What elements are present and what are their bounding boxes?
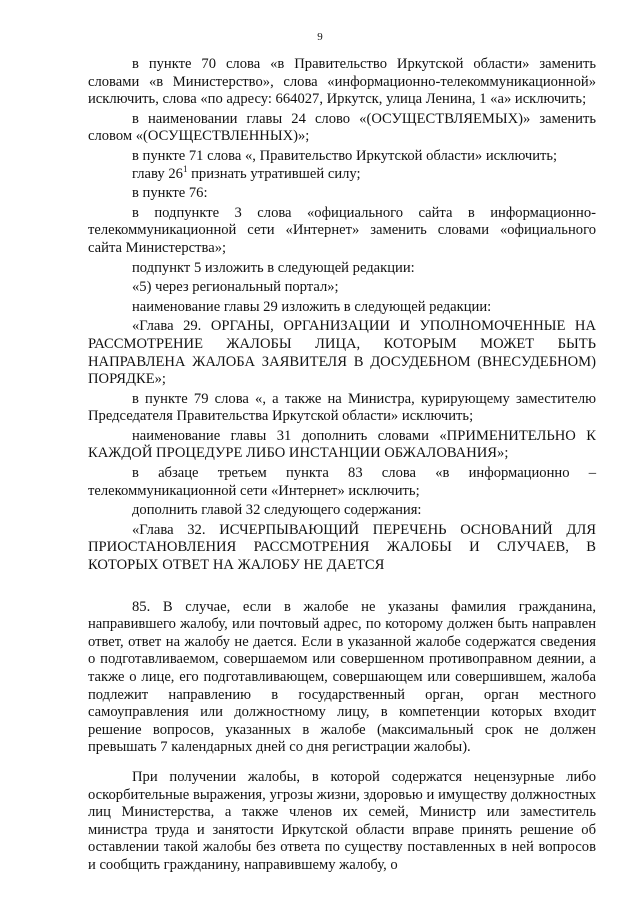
section-spacer [88, 577, 596, 599]
paragraph-regional-portal: «5) через региональный портал»; [132, 279, 339, 296]
paragraph-subitem-5: подпункт 5 изложить в следующей редакции: [132, 259, 415, 276]
paragraph-item-71: в пункте 71 слова «, Правительство Иркутской области» исключить; [132, 147, 558, 164]
paragraph-item-70: в пункте 70 слова «в Правительство Иркутской области» заменить словами «в Министерство», слова «информационно-телекоммуникационной» исключить, слова «по адресу: 664027, Иркутск, улица Ленина, 1 «а» исключить; [88, 56, 596, 108]
paragraph-subitem-3: в подпункте 3 слова «официального сайта в информационно-телекоммуникационной сети «Интернет» заменить словами «официального сайта Министерства»; [88, 204, 596, 256]
paragraph-chapter-32-title: «Глава 32. ИСЧЕРПЫВАЮЩИЙ ПЕРЕЧЕНЬ ОСНОВАНИЙ ДЛЯ ПРИОСТАНОВЛЕНИЯ РАССМОТРЕНИЯ ЖАЛОБЫ И СЛУЧАЕВ, В КОТОРЫХ ОТВЕТ НА ЖАЛОБУ НЕ ДАЕТСЯ [88, 521, 596, 574]
paragraph-item-85: 85. В случае, если в жалобе не указаны фамилия гражданина, направившего жалобу, или почтовый адрес, по которому должен быть направлен ответ, ответ на жалобу не дается. Если в указанной жалобе содержатся сведения о подготавливаемом, совершаемом или совершенном противоправном деянии, а также о лице, его подготавливающем, совершающем или совершившем, жалоба подлежит направлению в государственный орган, орган местного самоуправления или должностному лицу, в компетенции которых входит решение вопросов, указанных в жалобе (максимальный срок не должен превышать 7 календарных дней со дня регистрации жалобы). [88, 598, 596, 756]
document-body [88, 56, 596, 877]
chapter-26-prefix: главу 26 [132, 165, 183, 182]
chapter-26-superscript: 1 [182, 163, 188, 174]
paragraph-item-79: в пункте 79 слова «, а также на Министра, курирующему заместителю Председателя Правительства Иркутской области» исключить; [88, 390, 596, 425]
paragraph-chapter-26-1 [88, 163, 596, 184]
paragraph-item-83: в абзаце третьем пункта 83 слова «в информационно – телекоммуникационной сети «Интернет» исключить; [88, 465, 596, 499]
paragraph-item-76: в пункте 76: [132, 185, 208, 202]
paragraph-spacer [88, 759, 596, 769]
paragraph-chapter-24: в наименовании главы 24 слово «(ОСУЩЕСТВЛЯЕМЫХ)» заменить словом «(ОСУЩЕСТВЛЕННЫХ)»; [88, 110, 596, 145]
paragraph-chapter-29-title: «Глава 29. ОРГАНЫ, ОРГАНИЗАЦИИ И УПОЛНОМОЧЕННЫЕ НА РАССМОТРЕНИЕ ЖАЛОБЫ ЛИЦА, КОТОРЫМ МОЖЕТ БЫТЬ НАПРАВЛЕНА ЖАЛОБА ЗАЯВИТЕЛЯ В ДОСУДЕБНОМ (ВНЕСУДЕБНОМ) ПОРЯДКЕ»; [88, 318, 596, 388]
paragraph-chapter-32-intro: дополнить главой 32 следующего содержания: [132, 502, 422, 519]
paragraph-chapter-29-intro: наименование главы 29 изложить в следующей редакции: [132, 298, 492, 315]
page-number: 9 [317, 31, 323, 43]
paragraph-chapter-31: наименование главы 31 дополнить словами «ПРИМЕНИТЕЛЬНО К КАЖДОЙ ПРОЦЕДУРЕ ЛИБО ИНСТАНЦИИ ОБЖАЛОВАНИЯ»; [88, 427, 596, 462]
chapter-26-suffix: признать утратившей силу; [187, 165, 361, 182]
paragraph-obscene-complaint: При получении жалобы, в которой содержатся нецензурные либо оскорбительные выражения, угрозы жизни, здоровью и имуществу должностных лиц Министерства, а также членов их семей, Министр или заместитель министра труда и занятости Иркутской области вправе принять решение об оставлении такой жалобы без ответа по существу поставленных в ней вопросов и сообщить гражданину, направившему жалобу, о [88, 768, 596, 873]
